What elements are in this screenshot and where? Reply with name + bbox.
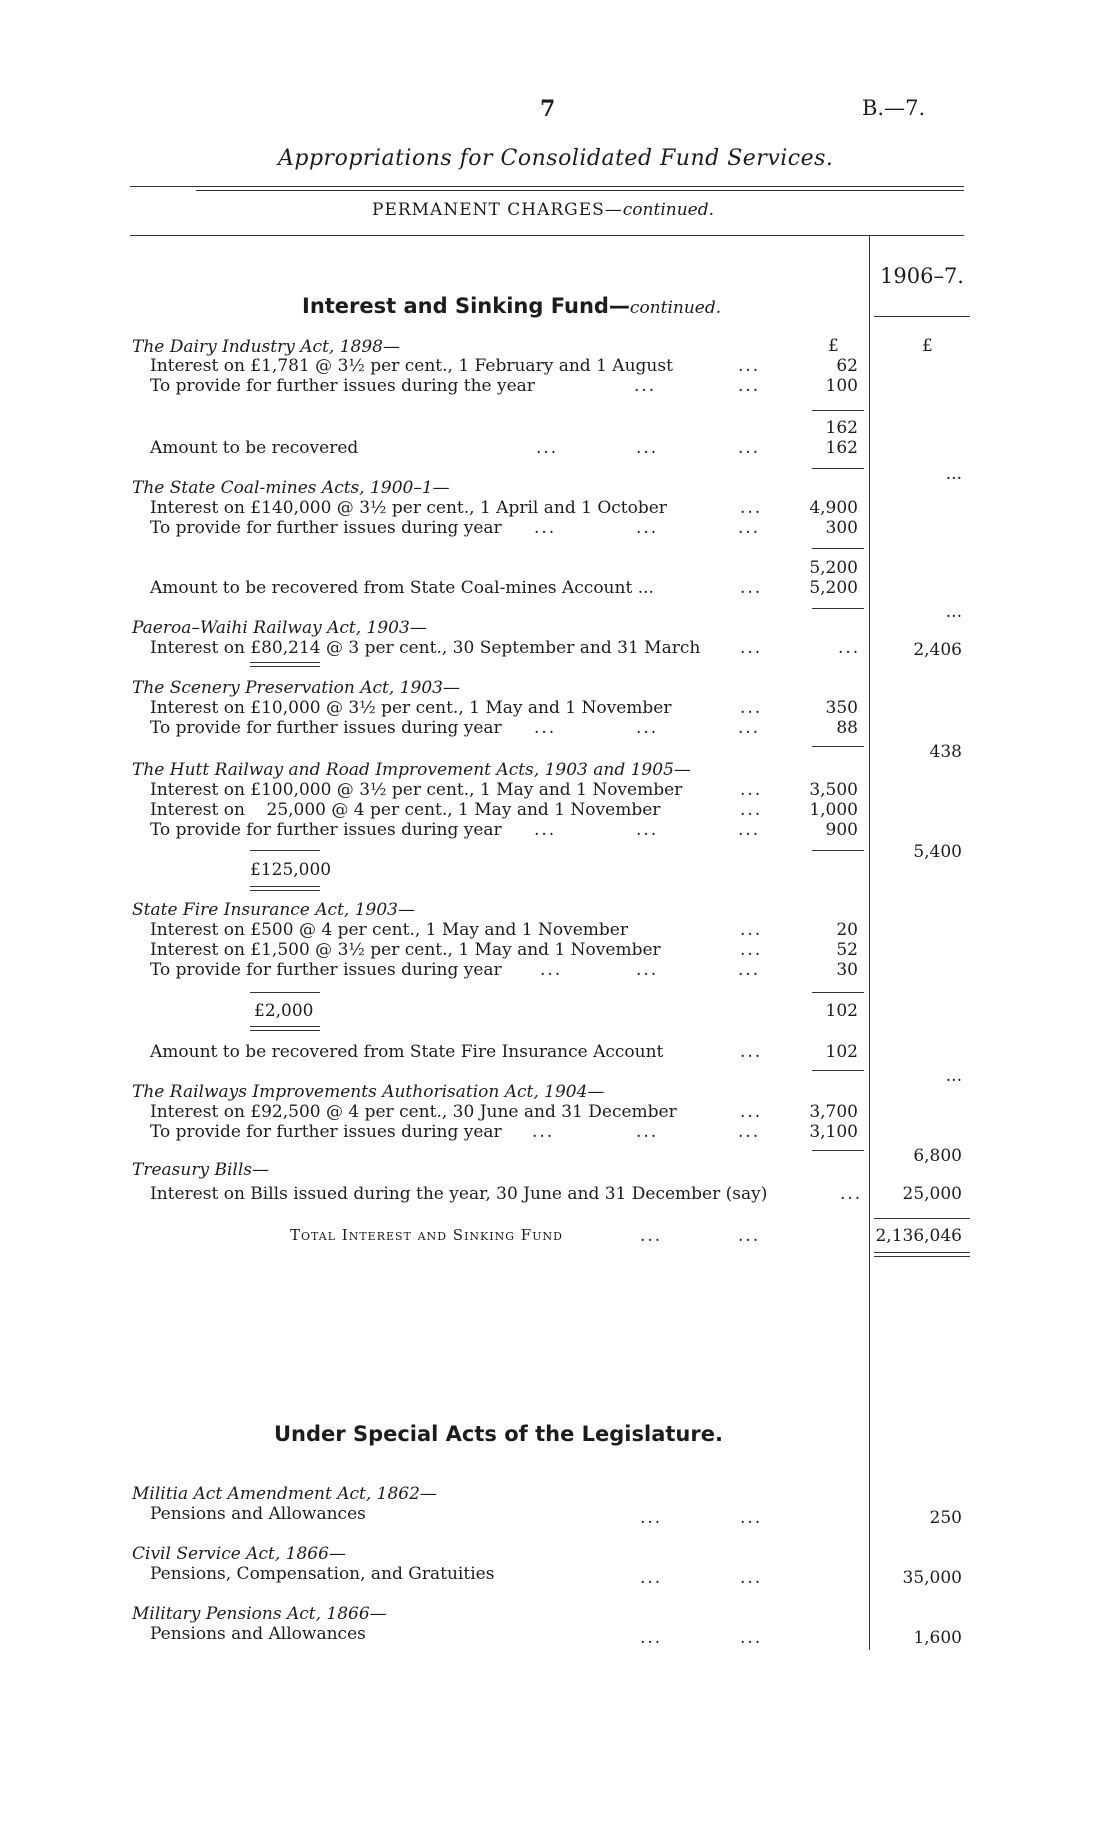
hutt-provide-value: 900	[825, 820, 858, 840]
fire-subtotal: 102	[825, 1001, 858, 1021]
militia-line-pensions: Pensions and Allowances	[150, 1504, 366, 1524]
document-reference: B.—7.	[862, 96, 926, 120]
leader-dots: ...	[634, 376, 657, 396]
treasury-total: 25,000	[902, 1184, 962, 1204]
header-rule-top	[130, 186, 964, 187]
subtotal-rule	[812, 992, 864, 993]
railways-interest-value: 3,700	[809, 1102, 858, 1122]
leader-dots: ...	[640, 1226, 663, 1246]
fire-line-recovered: Amount to be recovered from State Fire Insurance Account	[150, 1042, 664, 1062]
coal-line-interest: Interest on £140,000 @ 3½ per cent., 1 April and 1 October	[150, 498, 667, 518]
leader-dots: ...	[740, 800, 763, 820]
railways-total: 6,800	[913, 1146, 962, 1166]
hutt-capital: £125,000	[250, 860, 332, 880]
dairy-recovered-value: 162	[825, 438, 858, 458]
subtotal-rule	[812, 1070, 864, 1071]
leader-dots: ...	[740, 920, 763, 940]
capital-double-rule	[250, 662, 320, 663]
coal-subtotal: 5,200	[809, 558, 858, 578]
leader-dots: ...	[636, 820, 659, 840]
civil-total: 35,000	[902, 1568, 962, 1588]
leader-dots: ...	[738, 960, 761, 980]
hutt-line-interest-2: Interest on 25,000 @ 4 per cent., 1 May and 1 November	[150, 800, 661, 820]
leader-dots: ...	[534, 718, 557, 738]
dairy-subtotal: 162	[825, 418, 858, 438]
leader-dots: ...	[532, 1122, 555, 1142]
section-heading-main: Interest and Sinking Fund—	[302, 294, 630, 318]
pound-sign-left: £	[828, 336, 839, 356]
capital-rule	[250, 992, 320, 993]
grand-total-label: Total Interest and Sinking Fund	[290, 1226, 563, 1244]
paeroa-line-interest: Interest on £80,214 @ 3 per cent., 30 September and 31 March	[150, 638, 701, 658]
dairy-interest-value: 62	[836, 356, 858, 376]
fire-provide-value: 30	[836, 960, 858, 980]
leader-dots: ...	[738, 376, 761, 396]
entry-title-coal-mines: The State Coal-mines Acts, 1900–1—	[132, 478, 450, 498]
dairy-line-provide: To provide for further issues during the year	[150, 376, 535, 396]
scenery-provide-value: 88	[836, 718, 858, 738]
pound-sign-right: £	[922, 336, 933, 356]
entry-title-military-pensions: Military Pensions Act, 1866—	[132, 1604, 387, 1624]
military-total: 1,600	[913, 1628, 962, 1648]
hutt-interest-1-value: 3,500	[809, 780, 858, 800]
column-divider	[869, 235, 870, 1650]
entry-title-fire-insurance: State Fire Insurance Act, 1903—	[132, 900, 415, 920]
fire-line-interest-2: Interest on £1,500 @ 3½ per cent., 1 May and 1 November	[150, 940, 661, 960]
leader-dots: ...	[636, 518, 659, 538]
hutt-interest-2-value: 1,000	[809, 800, 858, 820]
subtotal-rule	[812, 410, 864, 411]
entry-title-civil-service: Civil Service Act, 1866—	[132, 1544, 346, 1564]
entry-title-dairy: The Dairy Industry Act, 1898—	[132, 337, 400, 357]
leader-dots: ...	[740, 698, 763, 718]
subtotal-rule	[812, 468, 864, 469]
year-column-heading: 1906–7.	[880, 264, 964, 288]
treasury-line-interest: Interest on Bills issued during the year, 30 June and 31 December (say)	[150, 1184, 768, 1204]
scenery-line-provide: To provide for further issues during year	[150, 718, 502, 738]
grand-total-double-rule	[874, 1256, 970, 1257]
subtotal-rule	[812, 850, 864, 851]
fire-line-provide: To provide for further issues during year	[150, 960, 502, 980]
leader-dots: ...	[838, 638, 861, 658]
grand-total-double-rule	[874, 1252, 970, 1253]
section-heading-interest	[302, 294, 721, 318]
coal-provide-value: 300	[825, 518, 858, 538]
fire-capital: £2,000	[254, 1001, 314, 1021]
coal-line-provide: To provide for further issues during year	[150, 518, 502, 538]
leader-dots: ...	[636, 1122, 659, 1142]
leader-dots: ...	[840, 1184, 863, 1204]
leader-dots: ...	[636, 718, 659, 738]
leader-dots: ...	[738, 820, 761, 840]
entry-title-treasury-bills: Treasury Bills—	[132, 1160, 269, 1180]
militia-total: 250	[929, 1508, 962, 1528]
fire-total: ...	[945, 1066, 962, 1086]
page-title: Appropriations for Consolidated Fund Services.	[278, 146, 834, 171]
leader-dots: ...	[740, 578, 763, 598]
year-heading-rule	[874, 316, 970, 317]
leader-dots: ...	[738, 438, 761, 458]
leader-dots: ...	[636, 438, 659, 458]
subtotal-rule	[812, 548, 864, 549]
capital-double-rule	[250, 890, 320, 891]
subtotal-rule	[812, 1150, 864, 1151]
leader-dots: ...	[740, 638, 763, 658]
section-subtitle	[372, 200, 714, 220]
dairy-line-interest: Interest on £1,781 @ 3½ per cent., 1 February and 1 August	[150, 356, 673, 376]
subtotal-rule	[812, 746, 864, 747]
header-rule-top-2	[196, 190, 964, 191]
paeroa-total: 2,406	[913, 640, 962, 660]
leader-dots: ...	[740, 1042, 763, 1062]
scenery-interest-value: 350	[825, 698, 858, 718]
header-rule-bottom	[130, 235, 964, 236]
capital-double-rule	[250, 1030, 320, 1031]
fire-line-interest-1: Interest on £500 @ 4 per cent., 1 May and 1 November	[150, 920, 628, 940]
leader-dots: ...	[740, 1628, 763, 1648]
leader-dots: ...	[740, 940, 763, 960]
fire-interest-2-value: 52	[836, 940, 858, 960]
leader-dots: ...	[738, 1226, 761, 1246]
dairy-total: ...	[945, 464, 962, 484]
leader-dots: ...	[540, 960, 563, 980]
fire-interest-1-value: 20	[836, 920, 858, 940]
military-line-pensions: Pensions and Allowances	[150, 1624, 366, 1644]
fire-recovered-value: 102	[825, 1042, 858, 1062]
section-heading-continued: continued.	[629, 298, 722, 318]
scenery-line-interest: Interest on £10,000 @ 3½ per cent., 1 May and 1 November	[150, 698, 672, 718]
grand-total-rule-top	[874, 1218, 970, 1219]
subtotal-rule	[812, 608, 864, 609]
subtitle-continued: continued.	[622, 200, 714, 220]
scenery-total: 438	[929, 742, 962, 762]
coal-recovered-value: 5,200	[809, 578, 858, 598]
hutt-line-provide: To provide for further issues during year	[150, 820, 502, 840]
leader-dots: ...	[738, 518, 761, 538]
entry-title-paeroa-waihi: Paeroa–Waihi Railway Act, 1903—	[132, 618, 427, 638]
leader-dots: ...	[738, 718, 761, 738]
entry-title-hutt: The Hutt Railway and Road Improvement Acts, 1903 and 1905—	[132, 760, 691, 780]
entry-title-scenery: The Scenery Preservation Act, 1903—	[132, 678, 460, 698]
leader-dots: ...	[534, 820, 557, 840]
capital-double-rule	[250, 666, 320, 667]
page-number: 7	[540, 96, 556, 122]
leader-dots: ...	[640, 1508, 663, 1528]
hutt-line-interest-1: Interest on £100,000 @ 3½ per cent., 1 May and 1 November	[150, 780, 683, 800]
section-heading-special-acts: Under Special Acts of the Legislature.	[274, 1422, 723, 1446]
leader-dots: ...	[740, 1102, 763, 1122]
capital-double-rule	[250, 886, 320, 887]
entry-title-militia: Militia Act Amendment Act, 1862—	[132, 1484, 437, 1504]
civil-line-pensions: Pensions, Compensation, and Gratuities	[150, 1564, 495, 1584]
coal-line-recovered: Amount to be recovered from State Coal-mines Account ...	[150, 578, 654, 598]
hutt-total: 5,400	[913, 842, 962, 862]
entry-title-railways: The Railways Improvements Authorisation Act, 1904—	[132, 1082, 605, 1102]
leader-dots: ...	[636, 960, 659, 980]
coal-total: ...	[945, 602, 962, 622]
leader-dots: ...	[536, 438, 559, 458]
leader-dots: ...	[740, 1508, 763, 1528]
leader-dots: ...	[534, 518, 557, 538]
leader-dots: ...	[740, 1568, 763, 1588]
railways-line-interest: Interest on £92,500 @ 4 per cent., 30 June and 31 December	[150, 1102, 677, 1122]
leader-dots: ...	[640, 1628, 663, 1648]
subtitle-main: PERMANENT CHARGES—	[372, 200, 623, 220]
railways-provide-value: 3,100	[809, 1122, 858, 1142]
capital-rule	[250, 850, 320, 851]
leader-dots: ...	[738, 356, 761, 376]
grand-total-value: 2,136,046	[875, 1226, 962, 1246]
railways-line-provide: To provide for further issues during year	[150, 1122, 502, 1142]
coal-interest-value: 4,900	[809, 498, 858, 518]
dairy-line-recovered: Amount to be recovered	[150, 438, 359, 458]
dairy-provide-value: 100	[825, 376, 858, 396]
leader-dots: ...	[640, 1568, 663, 1588]
capital-double-rule	[250, 1026, 320, 1027]
leader-dots: ...	[740, 780, 763, 800]
leader-dots: ...	[740, 498, 763, 518]
leader-dots: ...	[738, 1122, 761, 1142]
